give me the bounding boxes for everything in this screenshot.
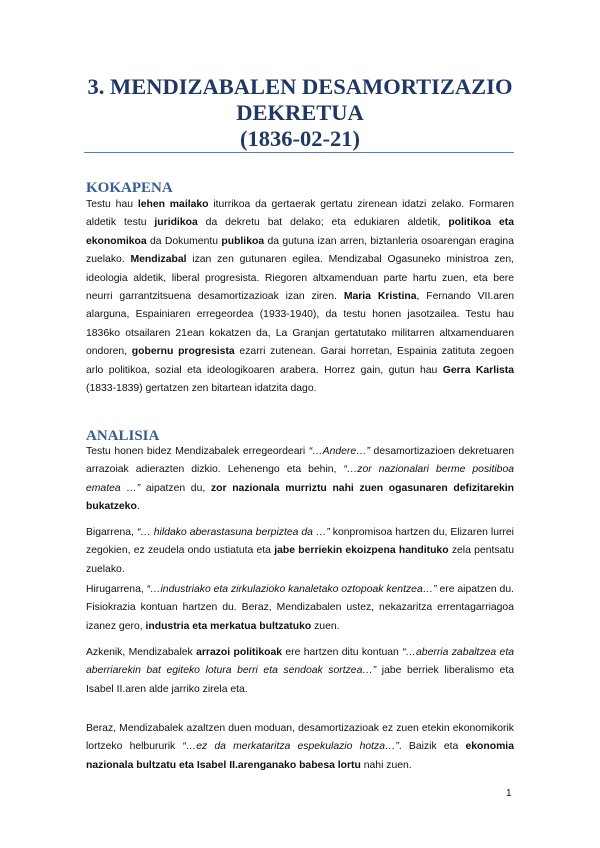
text-run: “…Andere…” [308, 446, 371, 457]
text-run: ekonomia nazionala bultzatu eta Isabel II.arenganako babesa lortu [86, 741, 514, 771]
text-run: da dekretu bat delako; eta edukiaren aldetik, [197, 217, 449, 229]
text-run: da gutuna izan arren, biztanleria osoarengan eragina zuelako. [86, 235, 514, 266]
text-run: . [136, 501, 140, 513]
text-run: Testu honen bidez Mendizabalek erregeordeari [86, 446, 309, 457]
text-run: ere hartzen ditu kontuan [282, 647, 403, 658]
text-run: jabe berriek liberalismo eta Isabel II.aren alde jarriko zirela eta. [86, 665, 514, 695]
text-run: iturrikoa da gertaerak gertatu zirenean idatzi zelako. Formaren aldetik testu [86, 199, 514, 229]
text-run: publikoa [221, 235, 265, 247]
text-run: ere aipatzen du. Fisiokrazia kontuan hartzen du. Beraz, Mendizabalen ustez, nekazaritza errentagarriagoa izanez gero, [86, 584, 514, 632]
kokapena-paragraph [86, 196, 514, 398]
text-run: zor nazionala murriztu nahi zuen ogasunaren defizitarekin bukatzeko [86, 482, 515, 513]
text-run: “…aberria zabaltzea eta aberriarekin bat egiteko lotura berri eta sendoak sortzea…” [86, 647, 514, 677]
text-run: (1833-1839) gertatzen zen bitartean idatzita dago. [86, 383, 317, 395]
document-title [60, 74, 540, 152]
text-run: gobernu progresista [131, 346, 235, 358]
text-run: Gerra Karlista [442, 364, 514, 376]
text-run: juridikoa [154, 217, 198, 229]
text-run: Testu hau [86, 199, 138, 210]
page-number: 1 [506, 788, 512, 799]
text-run: lehen mailako [137, 199, 209, 210]
text-run: aipatzen du, [140, 482, 211, 494]
text-run: ezarri zutenean. Garai horretan, Espainia zatituta zegoen arlo politikoa, sozial eta ideologikoaren arabera. Horrez gain, gutun hau [86, 346, 514, 376]
text-run: “… hildako aberastasuna berpiztea da …” [136, 527, 330, 538]
text-run: jabe berriekin ekoizpena handituko [274, 545, 449, 557]
analisia-paragraph-1 [86, 443, 514, 517]
analisia-paragraph-2 [86, 524, 514, 579]
title-line-3: (1836-02-21) [240, 126, 360, 151]
text-run: , Fernando VII.aren alarguna, Espainiaren erregeordea (1933-1940), da testu honen jasotzailea. Testu hau 1836ko otsailaren 21ean kokatzen da, La Granjan gertatutako militarren altxamenduaren ondoren, [86, 291, 515, 358]
section-heading-analisia: ANALISIA [86, 428, 160, 444]
text-run: Mendizabal [130, 254, 187, 266]
title-underline [84, 152, 514, 153]
text-run: nahi zuen. [360, 759, 412, 771]
analisia-paragraph-3 [86, 581, 514, 636]
title-line-2: DEKRETUA [236, 100, 364, 125]
text-run: Beraz, Mendizabalek azaltzen duen moduan, desamortizazioak ez zuen etekin ekonomikorik lortzeko helbururik [86, 723, 514, 753]
text-run: “…zor nazionalari berme positiboa ematea …” [86, 464, 514, 494]
title-line-1: 3. MENDIZABALEN DESAMORTIZAZIO [87, 74, 513, 99]
text-run: izan zen gutunaren egilea. Mendizabal Ogasuneko ministroa zen, ideologia aldetik, liberal progresista. Riegoren altxamenduan parte hartu zuen, eta bere neurri garrantzitsuena desamortizazioak izan ziren. [86, 254, 515, 303]
text-run: arrazoi politikoak [196, 647, 283, 658]
section-heading-kokapena: KOKAPENA [86, 180, 173, 196]
analisia-paragraph-5 [86, 720, 514, 775]
text-run: desamortizazioen dekretuaren arrazoiak adierazten dizkio. Lehenengo eta behin, [86, 446, 514, 476]
text-run: da Dokumentu [146, 235, 222, 247]
text-run: konpromisoa hartzen du, Elizaren lurrei zegokien, ez zeudela ondo ustiatuta eta [86, 527, 514, 557]
text-run: industria eta merkatua bultzatuko [145, 620, 312, 632]
text-run: politikoa eta ekonomikoa [86, 217, 514, 247]
text-run: Maria Kristina [343, 291, 417, 303]
text-run: “…industriako eta zirkulazioko kanaletako oztopoak kentzea…” [146, 584, 437, 595]
text-run: “…ez da merkataritza espekulazio hotza…” [182, 741, 399, 753]
analisia-paragraph-4 [86, 644, 514, 699]
text-run: Bigarrena, [86, 527, 137, 538]
text-run: Azkenik, Mendizabalek [86, 647, 197, 658]
text-run: zela pentsatu zuelako. [86, 545, 514, 575]
text-run: zuen. [311, 620, 340, 632]
text-run: Hirugarrena, [86, 584, 147, 595]
text-run: . Baizik eta [398, 741, 466, 753]
